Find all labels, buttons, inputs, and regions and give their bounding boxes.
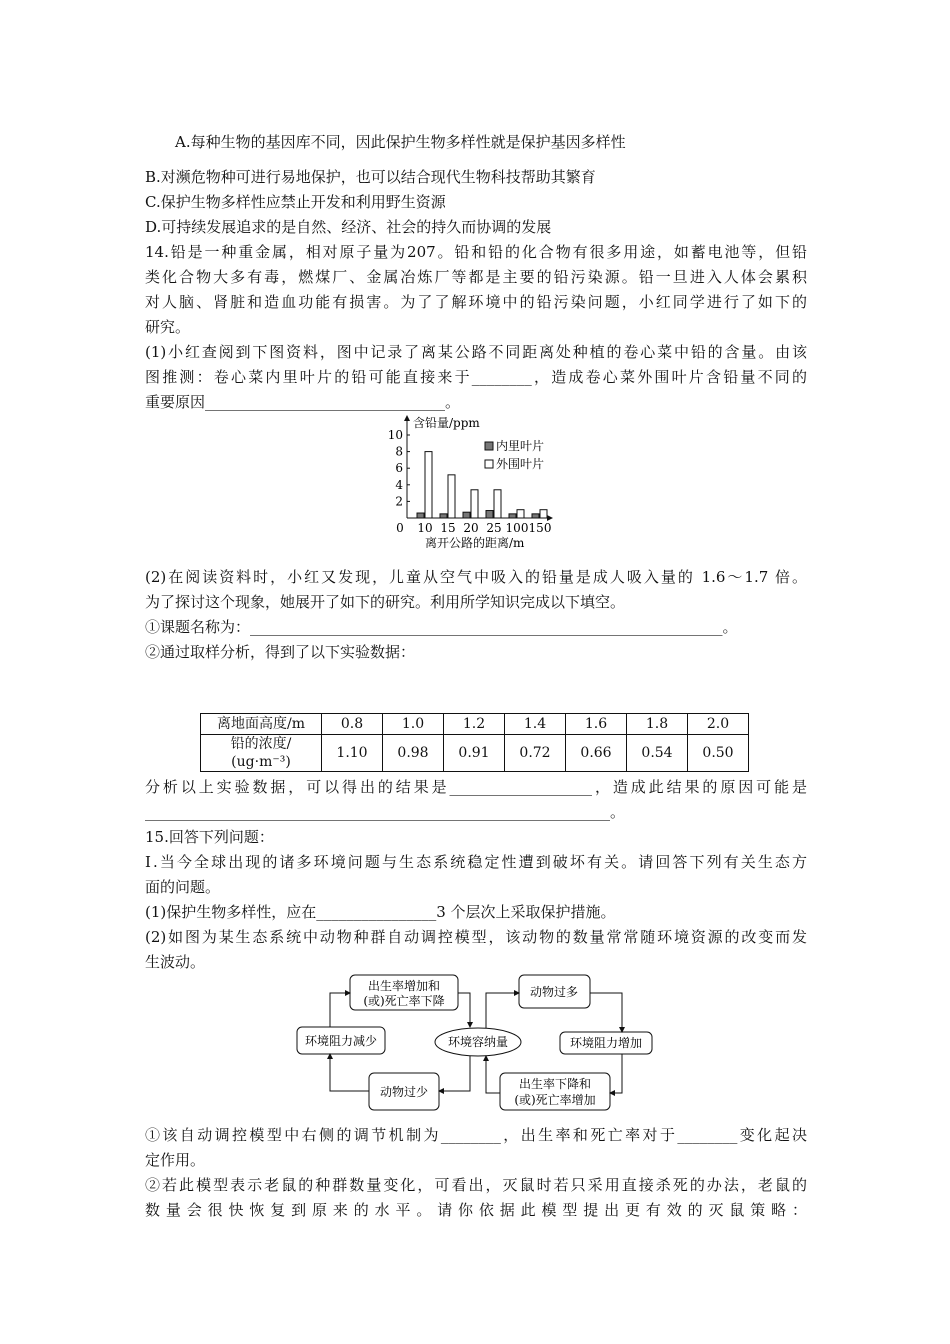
q14-line: (1)小红查阅到下图资料，图中记录了离某公路不同距离处种植的卷心菜中铅的含量。由该	[145, 343, 807, 361]
option-d: D.可持续发展追求的是自然、经济、社会的持久而协调的发展	[145, 218, 552, 236]
q15-line: 面的问题。	[145, 878, 221, 896]
bar-inner	[417, 513, 424, 518]
q15-line: (1)保护生物多样性，应在________________3 个层次上采取保护措施。	[145, 903, 616, 921]
q15-line: Ⅰ.当今全球出现的诸多环境问题与生态系统稳定性遭到破坏有关。请回答下列有关生态方	[145, 853, 807, 871]
cell: 0.98	[383, 735, 444, 772]
q15-line: 生波动。	[145, 953, 206, 971]
option-a: A.每种生物的基因库不同，因此保护生物多样性就是保护基因多样性	[175, 133, 626, 151]
bar-inner	[463, 512, 470, 518]
y-tick-label: 6	[395, 461, 403, 476]
cell: 1.0	[383, 714, 444, 735]
population-regulation-diagram	[290, 965, 670, 1115]
row-header	[201, 735, 322, 772]
y-axis-label: 含铅量/ppm	[413, 416, 480, 430]
cell: 1.10	[322, 735, 383, 772]
q14-line: 研究。	[145, 318, 191, 336]
box-resistance-increase: 环境阻力增加	[569, 1036, 643, 1050]
cell: 0.91	[444, 735, 505, 772]
bar-inner	[509, 514, 516, 518]
q14-line: 14.铅是一种重金属，相对原子量为207。铅和铅的化合物有很多用途，如蓄电池等，但铅	[145, 243, 807, 261]
q15-line: ①该自动调控模型中右侧的调节机制为________，出生率和死亡率对于________变化起决	[145, 1126, 807, 1144]
q15-line: 数量会很快恢复到原来的水平。请你依据此模型提出更有效的灭鼠策略：	[145, 1201, 807, 1219]
cell: 0.54	[627, 735, 688, 772]
q14-line: 重要原因________________________________。	[145, 393, 461, 411]
lead-bar-chart	[380, 410, 580, 560]
box-birth-decrease-2: (或)死亡率增加	[514, 1093, 596, 1107]
legend-swatch-outer	[485, 460, 493, 468]
y-tick-label: 8	[395, 444, 403, 459]
bar-outer	[425, 452, 432, 518]
q14-line: ______________________________________________________________。	[145, 803, 626, 821]
option-c: C.保护生物多样性应禁止开发和利用野生资源	[145, 193, 446, 211]
cell: 1.2	[444, 714, 505, 735]
legend-outer: 外围叶片	[496, 457, 545, 471]
cell: 1.4	[505, 714, 566, 735]
q15-line: 15.回答下列问题：	[145, 828, 274, 846]
origin-label: 0	[396, 521, 404, 535]
bar-outer	[448, 475, 455, 518]
box-birth-decrease: 出生率下降和	[518, 1077, 592, 1091]
row-header-line: (ug·m⁻³)	[231, 754, 291, 770]
x-tick-label: 10	[417, 521, 433, 535]
q15-line: ②若此模型表示老鼠的种群数量变化，可看出，灭鼠时若只采用直接杀死的办法，老鼠的	[145, 1176, 807, 1194]
box-too-many: 动物过多	[529, 985, 579, 999]
q15-line: (2)如图为某生态系统中动物种群自动调控模型，该动物的数量常常随环境资源的改变而发	[145, 928, 807, 946]
y-tick-label: 4	[395, 477, 403, 492]
q14-line: ②通过取样分析，得到了以下实验数据：	[145, 643, 416, 661]
bar-outer	[494, 490, 501, 518]
x-axis-label: 离开公路的距离/m	[425, 536, 525, 550]
box-too-few: 动物过少	[379, 1085, 429, 1099]
table-row	[201, 735, 749, 772]
q14-line: ①课题名称为：_______________________________________________________________。	[145, 618, 738, 636]
cell: 0.8	[322, 714, 383, 735]
y-tick-label: 2	[395, 494, 403, 509]
bar-outer	[471, 490, 478, 518]
x-tick-label: 25	[486, 521, 502, 535]
cell: 1.8	[627, 714, 688, 735]
ellipse-carrying-capacity: 环境容纳量	[447, 1035, 509, 1049]
bar-inner	[532, 514, 539, 518]
q14-line: 图推测：卷心菜内里叶片的铅可能直接来于________，造成卷心菜外围叶片含铅量不同的	[145, 368, 807, 386]
row-header: 离地面高度/m	[201, 714, 322, 735]
x-tick-label: 150	[528, 521, 552, 535]
x-tick-label: 15	[440, 521, 456, 535]
bar-outer	[517, 510, 524, 518]
cell: 0.72	[505, 735, 566, 772]
legend-inner: 内里叶片	[496, 439, 545, 453]
box-birth-increase-2: (或)死亡率下降	[363, 994, 445, 1008]
cell: 2.0	[688, 714, 749, 735]
x-tick-label: 20	[463, 521, 479, 535]
cell: 0.66	[566, 735, 627, 772]
lead-data-table	[200, 713, 749, 772]
cell: 1.6	[566, 714, 627, 735]
table-row	[201, 714, 749, 735]
box-birth-increase: 出生率增加和	[367, 979, 441, 993]
legend-swatch-inner	[485, 442, 493, 450]
q14-line: (2)在阅读资料时，小红又发现，儿童从空气中吸入的铅量是成人吸入量的 1.6～1.7 倍。	[145, 568, 807, 586]
bar-outer	[540, 510, 547, 518]
y-tick-label: 10	[387, 428, 403, 442]
q14-line: 对人脑、肾脏和造血功能有损害。为了了解环境中的铅污染问题，小红同学进行了如下的	[145, 293, 807, 311]
bar-inner	[440, 514, 447, 518]
x-tick-label: 100	[505, 521, 529, 535]
cell: 0.50	[688, 735, 749, 772]
box-resistance-decrease: 环境阻力减少	[304, 1034, 378, 1048]
bar-inner	[486, 511, 493, 518]
q15-line: 定作用。	[145, 1151, 206, 1169]
option-b: B.对濒危物种可进行易地保护，也可以结合现代生物科技帮助其繁育	[145, 168, 596, 186]
q14-line: 为了探讨这个现象，她展开了如下的研究。利用所学知识完成以下填空。	[145, 593, 626, 611]
q14-line: 类化合物大多有毒，燃煤厂、金属冶炼厂等都是主要的铅污染源。铅一旦进入人体会累积	[145, 268, 807, 286]
q14-line: 分析以上实验数据，可以得出的结果是___________________，造成此结果的原因可能是	[145, 778, 807, 796]
row-header-line: 铅的浓度/	[230, 736, 292, 752]
